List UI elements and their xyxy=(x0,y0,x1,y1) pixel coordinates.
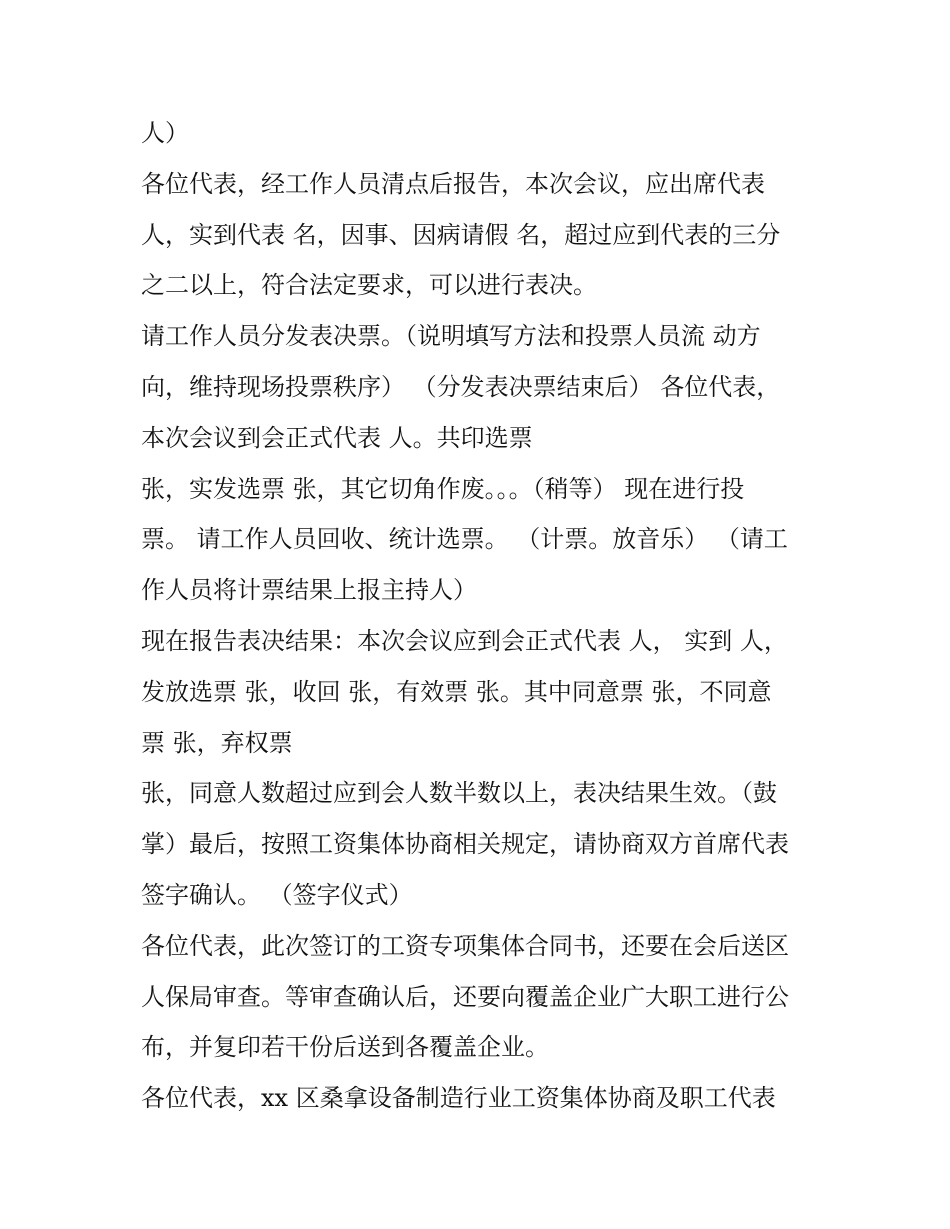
document-body xyxy=(141,108,821,1124)
text-line: 之二以上，符合法定要求，可以进行表决。 xyxy=(141,271,597,300)
text-line: 票 张，弃权票 xyxy=(141,728,293,757)
text-line: 作人员将计票结果上报主持人） xyxy=(141,576,477,605)
text-line: 现在报告表决结果：本次会议应到会正式代表 人， 实到 人， xyxy=(141,626,788,655)
text-line: 张，实发选票 张，其它切角作废。。。（稍等） 现在进行投 xyxy=(141,474,745,503)
text-line: 掌）最后，按照工资集体协商相关规定，请协商双方首席代表 xyxy=(141,830,789,859)
text-line: 各位代表，xx 区桑拿设备制造行业工资集体协商及职工代表 xyxy=(141,1084,776,1113)
text-line: 各位代表，此次签订的工资专项集体合同书，还要在会后送区 xyxy=(141,931,789,960)
text-line: 票。 请工作人员回收、统计选票。 （计票。放音乐） （请工 xyxy=(141,525,788,554)
text-line: 布，并复印若干份后送到各覆盖企业。 xyxy=(141,1033,549,1062)
text-line: 人保局审查。等审查确认后，还要向覆盖企业广大职工进行公 xyxy=(141,982,789,1011)
text-line: 人） xyxy=(141,119,189,147)
text-line: 人，实到代表 名，因事、因病请假 名，超过应到代表的三分 xyxy=(141,220,781,249)
text-line: 张，同意人数超过应到会人数半数以上，表决结果生效。（鼓 xyxy=(141,779,777,808)
text-line: 请工作人员分发表决票。（说明填写方法和投票人员流 动方 xyxy=(141,322,761,351)
text-line: 本次会议到会正式代表 人。共印选票 xyxy=(141,423,533,452)
text-line: 发放选票 张，收回 张，有效票 张。其中同意票 张，不同意 xyxy=(141,677,772,706)
text-line: 各位代表，经工作人员清点后报告，本次会议，应出席代表 xyxy=(141,169,765,198)
text-line: 签字确认。 （签字仪式） xyxy=(141,880,413,909)
text-line: 向，维持现场投票秩序） （分发表决票结束后） 各位代表， xyxy=(141,372,781,401)
